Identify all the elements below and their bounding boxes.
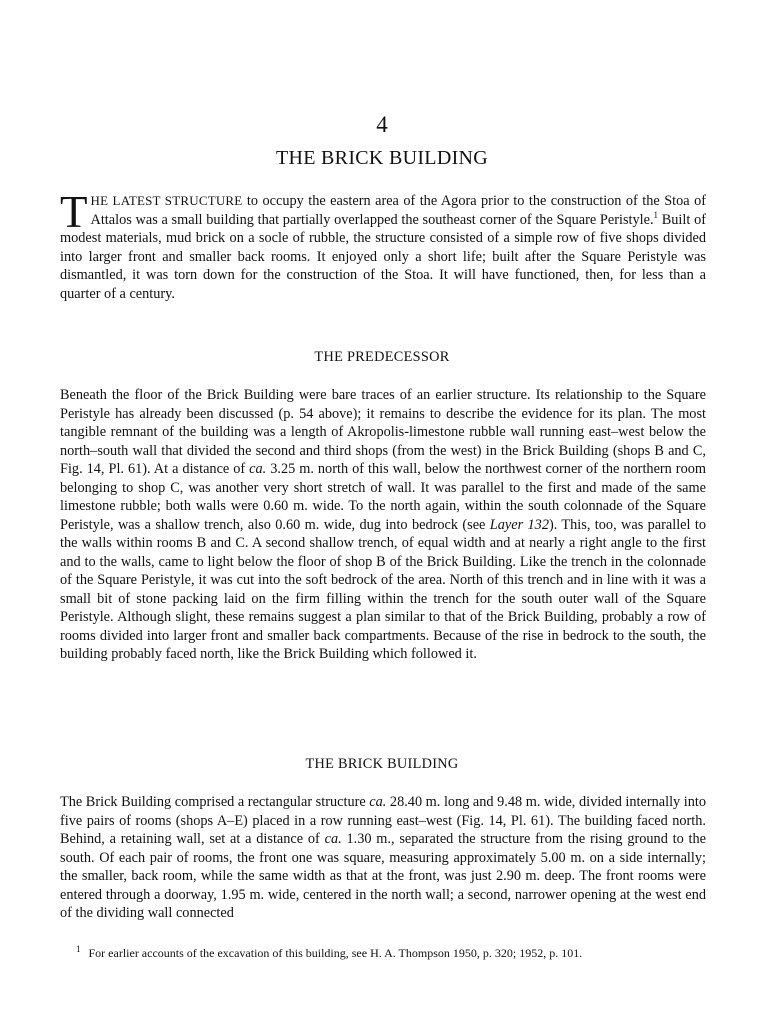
brick-building-paragraph [60, 793, 706, 923]
pred-layer-ref: Layer 132 [489, 516, 549, 533]
intro-paragraph [60, 187, 706, 303]
brick-text-2: 28.40 m. long and 9.48 m. wide, divided internally into five pairs of rooms (shops A–E) placed in a row running east–west (Fig. 14, Pl. 61). The building faced north. Behind, a retaining wall, set at a distance of [60, 794, 707, 847]
pred-ca: ca. [249, 461, 267, 477]
pred-text-3: ). This, too, was parallel to the walls within rooms B and C. A second shallow trench, of equal width and at nearly a right angle to the first and to the walls, came to light below the floor of shop B of the Brick Building. Like the trench in the colonnade of the Square Peristyle, it was cut into the soft bedrock of the area. North of this trench and in line with it was a small bit of stone packing laid on the firm filling within the trench for the south outer wall of the Square Peristyle. Although slight, these remains suggest a plan similar to that of the Brick Building, probably a row of rooms divided into larger front and smaller back compartments. Because of the rise in bedrock to the south, the building probably faced north, like the Brick Building which followed it. [60, 516, 707, 662]
footnote [76, 946, 716, 961]
footnote-ref: 1 [653, 209, 659, 220]
footnote-text: For earlier accounts of the excavation of this building, see H. A. Thompson 1950, p. 320; 1952, p. 101. [88, 946, 583, 960]
drop-cap: T [60, 187, 88, 237]
brick-ca-1: ca. [369, 794, 387, 810]
chapter-number: 4 [376, 112, 388, 137]
intro-lead-caps: HE LATEST STRUCTURE [90, 193, 243, 208]
pred-text-1: Beneath the floor of the Brick Building were bare traces of an earlier structure. Its relationship to the Square Peristyle has already been discussed (p. 54 above); it remains to describe the evidence for its plan. The most tangible remnant of the building was a length of Akropolis-limestone rubble wall running east–west below the north–south wall that divided the second and third shops (from the west) in the Brick Building (shops B and C, Fig. 14, Pl. 61). At a distance of [60, 387, 706, 477]
pred-text-2: 3.25 m. north of this wall, below the northwest corner of the northern room belonging to shop C, was another very short stretch of wall. It was parallel to the first and made of the same limestone rubble; both walls were 0.60 m. wide. To the north again, within the south colonnade of the Square Peristyle, was a shallow trench, also 0.60 m. wide, dug into bedrock (see [60, 461, 706, 533]
intro-text-1: to occupy the eastern area of the Agora prior to the construction of the Stoa of Attalos was a small building that partially overlapped the southeast corner of the Square Peristyle. [90, 193, 706, 228]
chapter-title: THE BRICK BUILDING [275, 147, 489, 169]
section-heading-predecessor: THE PREDECESSOR [314, 349, 450, 365]
footnote-mark: 1 [76, 944, 81, 954]
brick-ca-2: ca. [324, 831, 342, 847]
intro-text-2: Built of modest materials, mud brick on a socle of rubble, the structure consisted of a simple row of five shops divided into larger front and smaller back rooms. It enjoyed only a short life; built after the Square Peristyle was dismantled, it was torn down for the construction of the Stoa. It will have functioned, then, for less than a quarter of a century. [60, 211, 706, 302]
section-heading-brick-building: THE BRICK BUILDING [305, 756, 459, 772]
brick-text-3: 1.30 m., separated the structure from the rising ground to the south. Of each pair of rooms, the front one was square, measuring approximately 5.00 m. on a side internally; the smaller, back room, while the same width as that at the front, was just 2.90 m. deep. The front rooms were entered through a doorway, 1.95 m. wide, centered in the north wall; a second, narrower opening at the west end of the dividing wall connected [60, 831, 707, 921]
brick-text-1: The Brick Building comprised a rectangular structure [60, 794, 370, 810]
predecessor-paragraph [60, 386, 706, 664]
